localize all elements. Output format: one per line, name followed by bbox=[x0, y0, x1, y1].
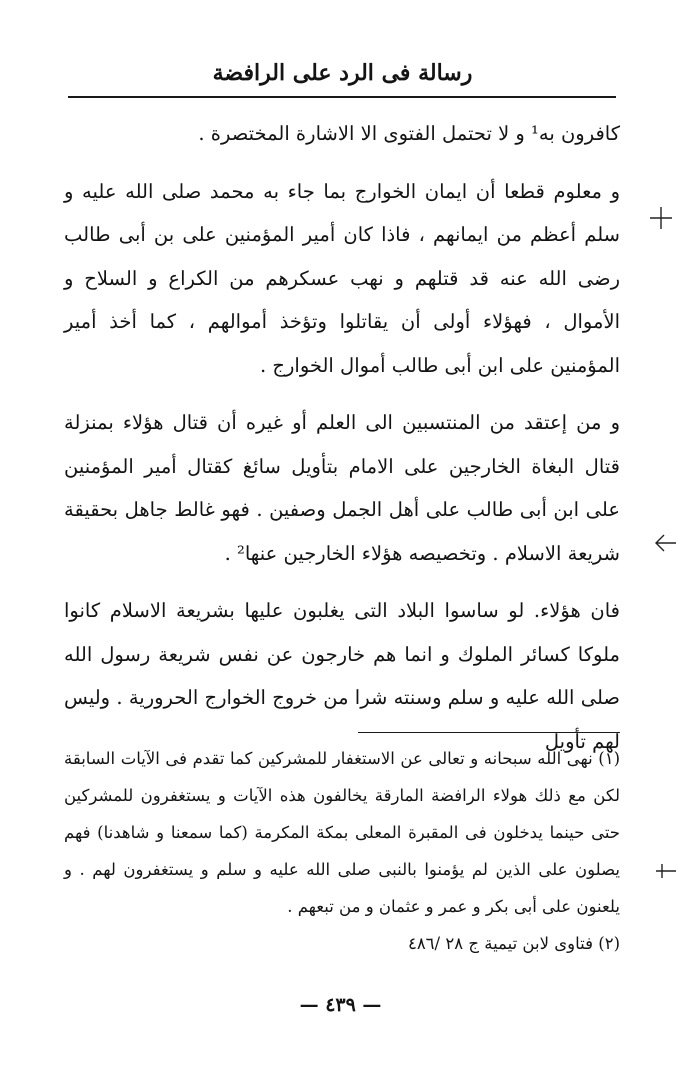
running-head-title: رسالة فى الرد على الرافضة bbox=[212, 60, 473, 86]
page-number: — ٤٣٩ — bbox=[299, 994, 382, 1016]
main-text bbox=[64, 112, 620, 763]
margin-tick-icon bbox=[652, 530, 678, 556]
paragraph-3: و من إعتقد من المنتسبين الى العلم أو غيره أن قتال هؤلاء بمنزلة قتال البغاة الخارجين على الامام بتأويل سائغ كقتال أمير المؤمنين على ابن أبى طالب على أهل الجمل وصفين . فهو غالط جاهل بحقيقة شريعة الاسلام . وتخصيصه هؤلاء الخارجين عنها² . bbox=[64, 411, 620, 565]
footnote-1: (١) نهى الله سبحانه و تعالى عن الاستغفار للمشركين كما تقدم فى الآيات السابقة لكن مع ذلك هولاء الرافضة المارقة يخالفون هذه الآيات و يستغفرون للمشركين حتى حينما يدخلون فى المقبرة المعلى بمكة المكرمة (كما سمعنا و شاهدنا) فهم يصلون على الذين لم يؤمنوا بالنبى صلى الله عليه و سلم و يستغفرون لهم . و يلعنون على أبى بكر و عمر و عثمان و من تبعهم . bbox=[64, 749, 620, 916]
paragraph-4: فان هؤلاء. لو ساسوا البلاد التى يغلبون عليها بشريعة الاسلام كانوا ملوكا كسائر الملوك و انما هم خارجون عن نفس شريعة رسول الله صلى الله عليه و سلم وسنته شرا من خروج الخوارج الحرورية . وليس لهم تأويل bbox=[64, 599, 620, 753]
margin-tick-icon bbox=[648, 205, 674, 231]
paragraph-2: و معلوم قطعا أن ايمان الخوارج بما جاء به محمد صلى الله عليه و سلم أعظم من ايمانهم ، فاذا كان أمير المؤمنين على بن أبى طالب رضى الله عنه قد قتلهم و نهب عسكرهم من الكراع و السلاح و الأموال ، فهؤلاء أولى أن يقاتلوا وتؤخذ أموالهم ، كما أخذ أمير المؤمنين على ابن أبى طالب أموال الخوارج . bbox=[64, 179, 620, 377]
footnote-divider bbox=[358, 732, 620, 733]
header-divider bbox=[68, 96, 616, 98]
paragraph-1: كافرون به¹ و لا تحتمل الفتوى الا الاشارة المختصرة . bbox=[198, 122, 620, 145]
margin-tick-icon bbox=[652, 858, 678, 884]
footnote-2: (٢) فتاوى لابن تيمية ج ٢٨ /٤٨٦ bbox=[407, 934, 620, 953]
footnotes bbox=[64, 740, 620, 962]
